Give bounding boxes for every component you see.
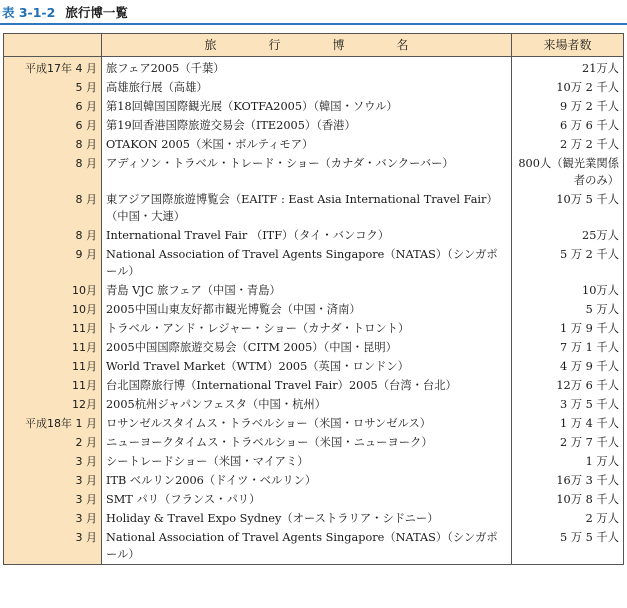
- visitors-cell: 5 万 2 千人: [512, 245, 624, 281]
- visitors-cell: 1 万 9 千人: [512, 319, 624, 338]
- visitors-cell: 2 万 2 千人: [512, 135, 624, 154]
- event-cell: National Association of Travel Agents Singapore（NATAS）（シンガポール）: [102, 528, 512, 565]
- table-row: [4, 190, 624, 226]
- date-cell: 11月: [4, 319, 102, 338]
- event-cell: 第19回香港国際旅遊交易会（ITE2005）（香港）: [102, 116, 512, 135]
- date-cell: 8 月: [4, 154, 102, 190]
- date-cell: 6 月: [4, 116, 102, 135]
- visitors-cell: 2 万人: [512, 509, 624, 528]
- event-cell: 台北国際旅行博（International Travel Fair）2005（台湾・台北）: [102, 376, 512, 395]
- event-cell: 2005中国国際旅遊交易会（CITM 2005）（中国・昆明）: [102, 338, 512, 357]
- date-cell: 3 月: [4, 471, 102, 490]
- date-cell: 11月: [4, 357, 102, 376]
- table-row: [4, 395, 624, 414]
- table-row: [4, 528, 624, 565]
- visitors-column-header: 来場者数: [512, 34, 624, 57]
- date-cell: 11月: [4, 376, 102, 395]
- date-cell: 8 月: [4, 226, 102, 245]
- expo-table: [3, 33, 624, 565]
- visitors-cell: 2 万 7 千人: [512, 433, 624, 452]
- visitors-cell: 16万 3 千人: [512, 471, 624, 490]
- table-number: 表 3-1-2: [2, 5, 56, 20]
- visitors-cell: 10万 5 千人: [512, 190, 624, 226]
- event-cell: 青島 VJC 旅フェア（中国・青島）: [102, 281, 512, 300]
- event-column-header: 旅行博名: [102, 34, 512, 57]
- visitors-cell: 25万人: [512, 226, 624, 245]
- table-row: [4, 357, 624, 376]
- date-cell: 平成18年 1 月: [4, 414, 102, 433]
- visitors-cell: 800人（観光業関係者のみ）: [512, 154, 624, 190]
- date-cell: 11月: [4, 338, 102, 357]
- table-row: [4, 490, 624, 509]
- visitors-cell: 3 万 5 千人: [512, 395, 624, 414]
- event-cell: 第18回韓国国際観光展（KOTFA2005）（韓国・ソウル）: [102, 97, 512, 116]
- table-body: [4, 57, 624, 565]
- visitors-cell: 9 万 2 千人: [512, 97, 624, 116]
- date-cell: 8 月: [4, 190, 102, 226]
- table-row: [4, 135, 624, 154]
- event-cell: SMT パリ（フランス・パリ）: [102, 490, 512, 509]
- date-cell: 6 月: [4, 97, 102, 116]
- table-row: [4, 226, 624, 245]
- table-row: [4, 300, 624, 319]
- table-row: [4, 245, 624, 281]
- event-cell: 旅フェア2005（千葉）: [102, 57, 512, 79]
- event-cell: ロサンゼルスタイムス・トラベルショー（米国・ロサンゼルス）: [102, 414, 512, 433]
- visitors-cell: 10万 2 千人: [512, 78, 624, 97]
- event-cell: 高雄旅行展（高雄）: [102, 78, 512, 97]
- table-row: [4, 471, 624, 490]
- table-row: [4, 281, 624, 300]
- date-cell: 2 月: [4, 433, 102, 452]
- date-cell: 3 月: [4, 490, 102, 509]
- event-cell: シートレードショー（米国・マイアミ）: [102, 452, 512, 471]
- visitors-cell: 7 万 1 千人: [512, 338, 624, 357]
- visitors-cell: 4 万 9 千人: [512, 357, 624, 376]
- table-caption: [2, 2, 128, 22]
- table-row: [4, 414, 624, 433]
- event-cell: National Association of Travel Agents Singapore（NATAS）（シンガポール）: [102, 245, 512, 281]
- table-header-row: [4, 34, 624, 57]
- visitors-cell: 21万人: [512, 57, 624, 79]
- table-row: [4, 319, 624, 338]
- event-cell: 2005中国山東友好都市観光博覧会（中国・済南）: [102, 300, 512, 319]
- event-cell: 東アジア国際旅遊博覧会（EAITF : East Asia International Travel Fair）（中国・大連）: [102, 190, 512, 226]
- table-row: [4, 57, 624, 79]
- event-cell: 2005杭州ジャパンフェスタ（中国・杭州）: [102, 395, 512, 414]
- table-row: [4, 433, 624, 452]
- table-row: [4, 97, 624, 116]
- table-row: [4, 116, 624, 135]
- date-cell: 12月: [4, 395, 102, 414]
- visitors-cell: 5 万人: [512, 300, 624, 319]
- date-cell: 平成17年 4 月: [4, 57, 102, 79]
- date-cell: 9 月: [4, 245, 102, 281]
- title-divider: [0, 23, 627, 25]
- table-row: [4, 376, 624, 395]
- event-cell: トラベル・アンド・レジャー・ショー（カナダ・トロント）: [102, 319, 512, 338]
- event-cell: International Travel Fair （ITF）（タイ・バンコク）: [102, 226, 512, 245]
- event-cell: Holiday & Travel Expo Sydney（オーストラリア・シドニー）: [102, 509, 512, 528]
- date-cell: 8 月: [4, 135, 102, 154]
- event-cell: World Travel Market（WTM）2005（英国・ロンドン）: [102, 357, 512, 376]
- event-cell: ITB ベルリン2006（ドイツ・ベルリン）: [102, 471, 512, 490]
- date-cell: 10月: [4, 300, 102, 319]
- table-row: [4, 509, 624, 528]
- date-cell: 5 月: [4, 78, 102, 97]
- table-row: [4, 452, 624, 471]
- visitors-cell: 6 万 6 千人: [512, 116, 624, 135]
- date-column-header: [4, 34, 102, 57]
- table-title: 旅行博一覧: [65, 5, 128, 20]
- visitors-cell: 1 万人: [512, 452, 624, 471]
- table-row: [4, 78, 624, 97]
- date-cell: 10月: [4, 281, 102, 300]
- date-cell: 3 月: [4, 509, 102, 528]
- event-cell: ニューヨークタイムス・トラベルショー（米国・ニューヨーク）: [102, 433, 512, 452]
- visitors-cell: 5 万 5 千人: [512, 528, 624, 565]
- visitors-cell: 12万 6 千人: [512, 376, 624, 395]
- date-cell: 3 月: [4, 452, 102, 471]
- event-cell: アディソン・トラベル・トレード・ショー（カナダ・バンクーバー）: [102, 154, 512, 190]
- date-cell: 3 月: [4, 528, 102, 565]
- visitors-cell: 1 万 4 千人: [512, 414, 624, 433]
- visitors-cell: 10万 8 千人: [512, 490, 624, 509]
- visitors-cell: 10万人: [512, 281, 624, 300]
- event-cell: OTAKON 2005（米国・ボルティモア）: [102, 135, 512, 154]
- table-row: [4, 338, 624, 357]
- table-row: [4, 154, 624, 190]
